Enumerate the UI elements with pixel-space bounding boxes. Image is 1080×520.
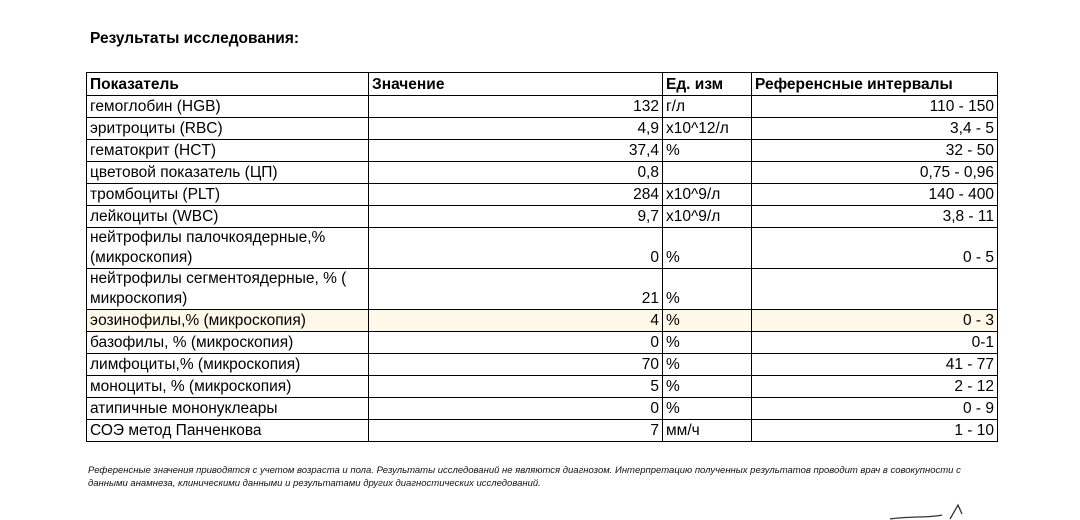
row-unit: % xyxy=(663,140,752,162)
results-table xyxy=(86,72,998,442)
row-value: 284 xyxy=(369,184,663,206)
row-name: СОЭ метод Панченкова xyxy=(87,420,369,442)
row-name: атипичные мононуклеары xyxy=(87,398,369,420)
row-unit: % xyxy=(663,332,752,354)
row-value: 0 xyxy=(369,398,663,420)
table-row-highlighted xyxy=(87,310,998,332)
table-row xyxy=(87,140,998,162)
table-row xyxy=(87,354,998,376)
row-value: 37,4 xyxy=(369,140,663,162)
row-value: 0 xyxy=(369,228,663,269)
row-unit: % xyxy=(663,398,752,420)
row-value: 4 xyxy=(369,310,663,332)
row-unit: г/л xyxy=(663,96,752,118)
row-reference: 0 - 9 xyxy=(752,398,998,420)
row-reference: 0,75 - 0,96 xyxy=(752,162,998,184)
row-name: нейтрофилы палочкоядерные,% (микроскопия) xyxy=(87,228,369,269)
row-value: 70 xyxy=(369,354,663,376)
table-row xyxy=(87,376,998,398)
row-reference: 3,8 - 11 xyxy=(752,206,998,228)
row-reference: 2 - 12 xyxy=(752,376,998,398)
row-value: 9,7 xyxy=(369,206,663,228)
table-header-row xyxy=(87,73,998,96)
table-row xyxy=(87,118,998,140)
row-value: 4,9 xyxy=(369,118,663,140)
header-value: Значение xyxy=(369,73,663,96)
row-name: базофилы, % (микроскопия) xyxy=(87,332,369,354)
table-row xyxy=(87,206,998,228)
row-unit: мм/ч xyxy=(663,420,752,442)
table-row xyxy=(87,269,998,310)
header-reference: Референсные интервалы xyxy=(752,73,998,96)
row-value: 5 xyxy=(369,376,663,398)
row-name: моноциты, % (микроскопия) xyxy=(87,376,369,398)
row-name: лимфоциты,% (микроскопия) xyxy=(87,354,369,376)
row-value: 0,8 xyxy=(369,162,663,184)
row-reference: 41 - 77 xyxy=(752,354,998,376)
row-value: 0 xyxy=(369,332,663,354)
row-reference: 0 - 3 xyxy=(752,310,998,332)
footnote: Референсные значения приводятся с учетом возраста и пола. Результаты исследований не являются диагнозом. Интерпретацию полученных результатов проводит врач в совокупности с данными анамнеза, клиническими данными и результатами других диагностических исследований. xyxy=(88,465,961,489)
row-name: лейкоциты (WBC) xyxy=(87,206,369,228)
row-reference: 32 - 50 xyxy=(752,140,998,162)
row-value: 132 xyxy=(369,96,663,118)
signature-mark xyxy=(880,500,1000,520)
table-row xyxy=(87,228,998,269)
row-unit: % xyxy=(663,228,752,269)
row-name: эозинофилы,% (микроскопия) xyxy=(87,310,369,332)
row-unit: x10^12/л xyxy=(663,118,752,140)
row-reference xyxy=(752,269,998,310)
row-reference: 3,4 - 5 xyxy=(752,118,998,140)
row-value: 21 xyxy=(369,269,663,310)
row-reference: 0 - 5 xyxy=(752,228,998,269)
header-unit: Ед. изм xyxy=(663,73,752,96)
row-unit: % xyxy=(663,376,752,398)
row-reference: 110 - 150 xyxy=(752,96,998,118)
row-unit: % xyxy=(663,310,752,332)
row-reference: 1 - 10 xyxy=(752,420,998,442)
row-name: эритроциты (RBC) xyxy=(87,118,369,140)
table-row xyxy=(87,420,998,442)
row-reference: 140 - 400 xyxy=(752,184,998,206)
row-value: 7 xyxy=(369,420,663,442)
table-row xyxy=(87,162,998,184)
row-name: гематокрит (HCT) xyxy=(87,140,369,162)
row-unit: % xyxy=(663,354,752,376)
row-reference: 0-1 xyxy=(752,332,998,354)
row-unit xyxy=(663,162,752,184)
table-row xyxy=(87,332,998,354)
section-title: Результаты исследования: xyxy=(90,30,300,47)
header-name: Показатель xyxy=(87,73,369,96)
table-row xyxy=(87,184,998,206)
row-name: нейтрофилы сегментоядерные, % ( микроскопия) xyxy=(87,269,369,310)
row-name: гемоглобин (HGB) xyxy=(87,96,369,118)
row-name: цветовой показатель (ЦП) xyxy=(87,162,369,184)
table-row xyxy=(87,398,998,420)
row-name: тромбоциты (PLT) xyxy=(87,184,369,206)
row-unit: x10^9/л xyxy=(663,184,752,206)
table-row xyxy=(87,96,998,118)
row-unit: % xyxy=(663,269,752,310)
row-unit: x10^9/л xyxy=(663,206,752,228)
